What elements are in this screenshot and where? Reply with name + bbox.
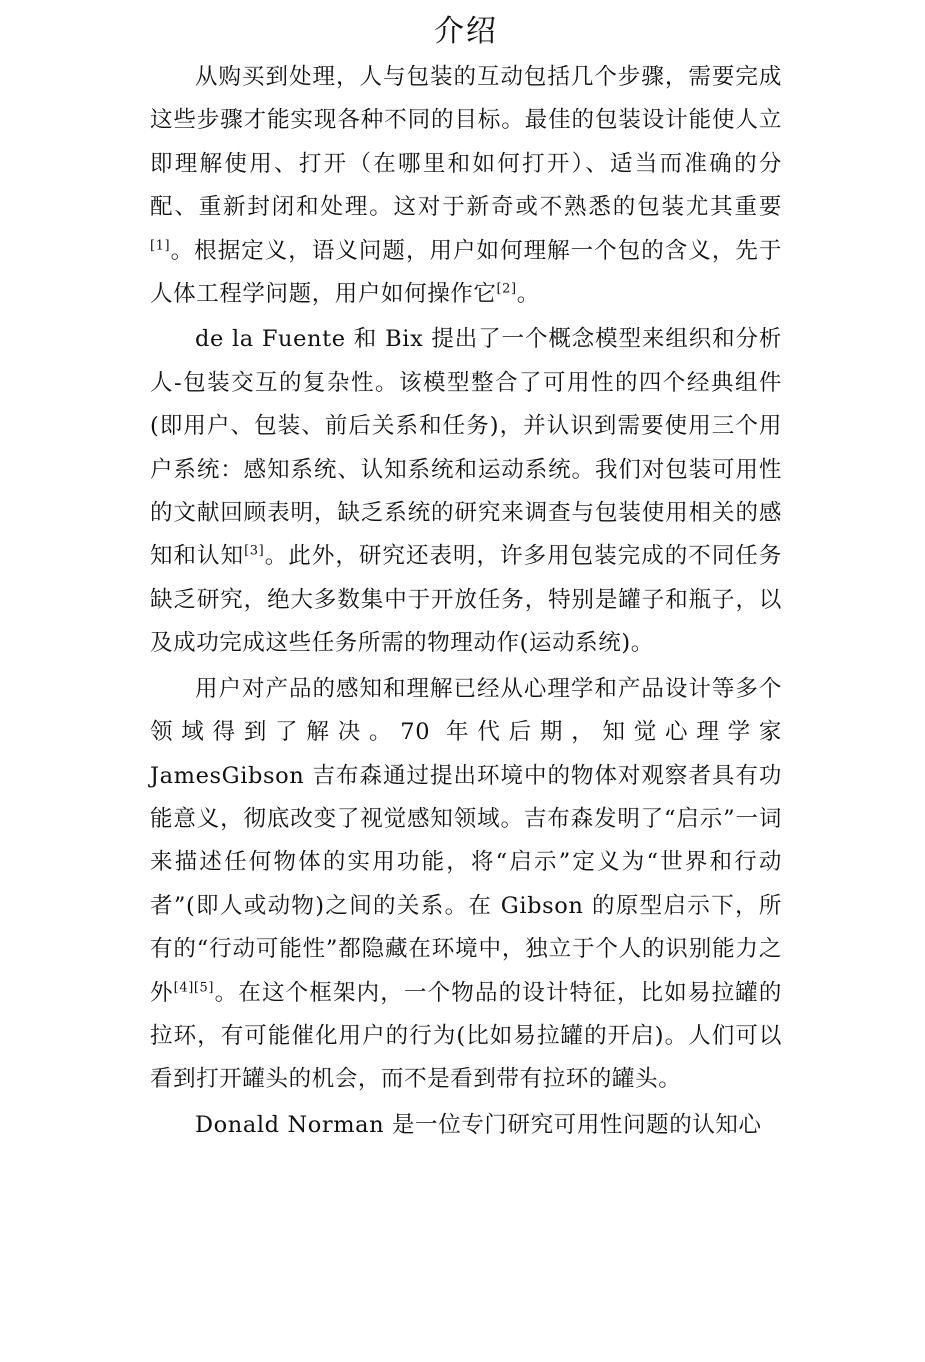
paragraph-1	[150, 56, 782, 316]
paragraph-3-text-b: 。在这个框架内，一个物品的设计特征，比如易拉罐的拉环，有可能催化用户的行为(比如易拉罐的开启)。人们可以看到打开罐头的机会，而不是看到带有拉环的罐头。	[150, 979, 782, 1093]
paragraph-2-text-a: de la Fuente 和 Bix 提出了一个概念模型来组织和分析人-包装交互的复杂性。该模型整合了可用性的四个经典组件(即用户、包装、前后关系和任务)，并认识到需要使用三个用户系统：感知系统、认知系统和运动系统。我们对包装可用性的文献回顾表明，缺乏系统的研究来调查与包装使用相关的感知和认知	[150, 326, 782, 570]
paragraph-1-text-c: 。	[516, 281, 540, 308]
paragraph-4	[150, 1104, 782, 1147]
paragraph-4-text-a: Donald Norman 是一位专门研究可用性问题的认知心	[195, 1111, 762, 1138]
paragraph-2-text-b: 。此外，研究还表明，许多用包装完成的不同任务缺乏研究，绝大多数集中于开放任务，特别是罐子和瓶子，以及成功完成这些任务所需的物理动作(运动系统)。	[150, 543, 782, 657]
page-title: 介绍	[434, 14, 498, 49]
paragraph-3	[150, 668, 782, 1102]
citation-2[interactable]: [2]	[496, 281, 517, 297]
citation-3[interactable]: [3]	[244, 543, 265, 559]
citation-1[interactable]: [1]	[150, 238, 171, 254]
paragraph-1-text-b: 。根据定义，语义问题，用户如何理解一个包的含义，先于人体工程学问题，用户如何操作它	[150, 237, 782, 308]
paragraph-3-text-a: 用户对产品的感知和理解已经从心理学和产品设计等多个领域得到了解决。70 年代后期，知觉心理学家 JamesGibson 吉布森通过提出环境中的物体对观察者具有功能意义，彻底改变了视觉感知领域。吉布森发明了“启示”一词来描述任何物体的实用功能，将“启示”定义为“世界和行动者”(即人或动物)之间的关系。在 Gibson 的原型启示下，所有的“行动可能性”都隐藏在环境中，独立于个人的识别能力之外	[150, 675, 782, 1006]
paragraph-2	[150, 318, 782, 665]
citation-4-5[interactable]: [4][5]	[173, 980, 215, 996]
document-page	[150, 0, 782, 1149]
paragraph-1-text-a: 从购买到处理，人与包装的互动包括几个步骤，需要完成这些步骤才能实现各种不同的目标。最佳的包装设计能使人立即理解使用、打开（在哪里和如何打开）、适当而准确的分配、重新封闭和处理。这对于新奇或不熟悉的包装尤其重要	[150, 64, 782, 221]
